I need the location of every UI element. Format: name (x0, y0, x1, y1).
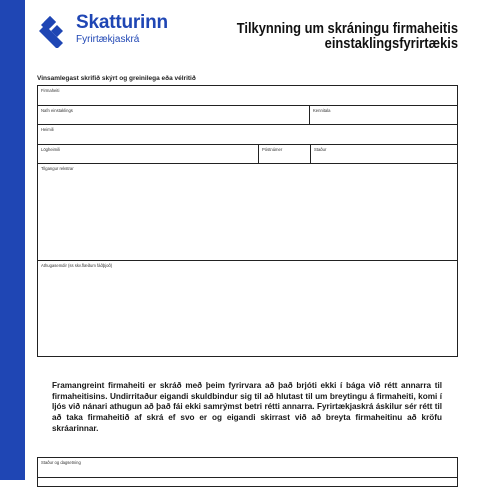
postnumer-label: Póstnúmer (262, 147, 283, 152)
stadur-label: Staður (314, 147, 327, 152)
skatturinn-logo (37, 14, 167, 50)
document-title (234, 21, 458, 51)
tilgangur-field[interactable] (37, 163, 458, 261)
document-title-line2: einstaklingsfyrirtækis (324, 35, 458, 52)
stadur-dagsetning-label: Staður og dagsetning (41, 460, 81, 465)
kennitala-label: Kennitala (313, 108, 331, 113)
stadur-dagsetning-field[interactable] (37, 457, 458, 478)
notice-paragraph: Framangreint firmaheiti er skráð með þeim fyrirvara að það brjóti ekki í bága við rétt annarra til firmaheitisins. Undirritaður eigandi skuldbindur sig til að hlutast til um breytingu á firmaheiti, komi í ljós við nánari athugun að það fái ekki samrýmst betri rétti annarra. Fyrirtækjaskrá áskilur sér rétt til að taka firmaheitið af skrá ef svo er og eigandi skirrast við að breyta firmaheitinu að kröfu skráarinnar. (52, 381, 442, 433)
nafn-label: Nafn einstaklings (41, 108, 73, 113)
logheimili-label: Lögheimili (41, 147, 60, 152)
logheimili-field[interactable] (37, 144, 259, 164)
document-title-line1: Tilkynning um skráningu firmaheitis (236, 20, 458, 37)
athugasemdir-field[interactable] (37, 260, 458, 357)
next-field[interactable] (37, 477, 458, 487)
nafn-field[interactable] (37, 105, 310, 125)
firmaheiti-field[interactable] (37, 85, 458, 106)
section-instruction: Vinsamlegast skrifið skýrt og greinilega eða vélritið (37, 75, 196, 82)
brand-name: Skatturinn (76, 12, 168, 33)
heimili-label: Heimili (41, 127, 54, 132)
firmaheiti-label: Firmaheiti (41, 88, 60, 93)
skatturinn-logo-icon (37, 14, 71, 48)
postnumer-field[interactable] (258, 144, 311, 164)
athugasemdir-label: Athugasemdir (ss skv.flæðum fáðþjoð) (41, 263, 113, 268)
kennitala-field[interactable] (309, 105, 458, 125)
heimili-field[interactable] (37, 124, 458, 145)
stadur-field[interactable] (310, 144, 458, 164)
side-color-bar (0, 0, 25, 480)
tilgangur-label: Tilgangur rekstrar (41, 166, 74, 171)
brand-subtitle: Fyrirtækjaskrá (76, 34, 140, 45)
